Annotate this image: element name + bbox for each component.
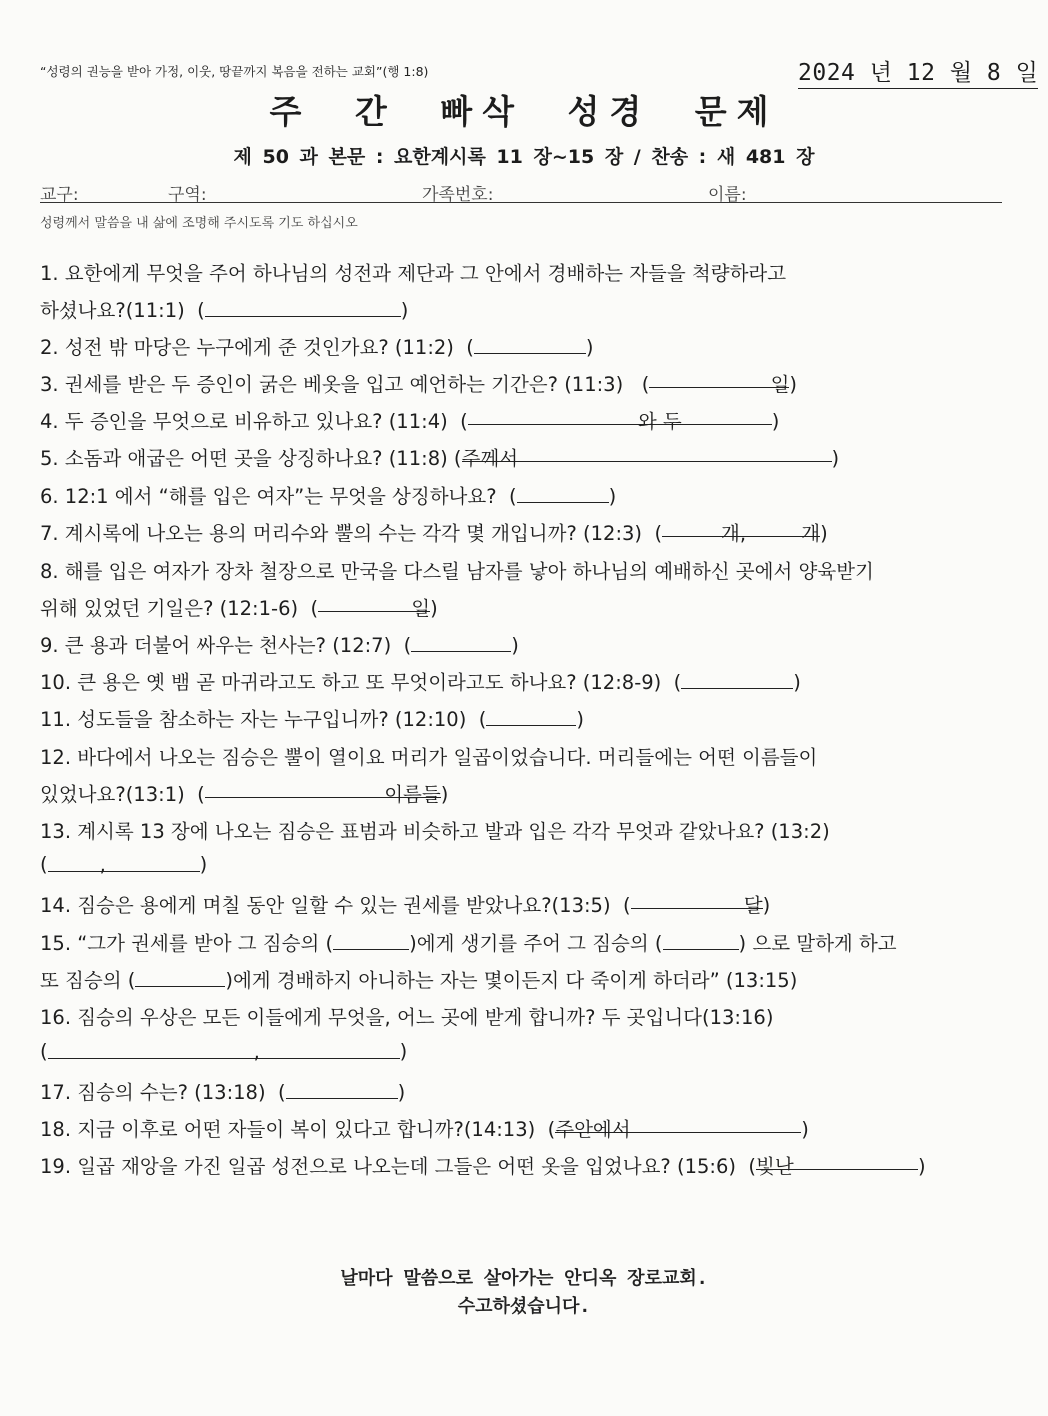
- question-18: 18. 지금 이후로 어떤 자들이 복이 있다고 합니까?(14:13) (주안에서 ): [40, 1114, 809, 1142]
- answer-blank-19[interactable]: [756, 1151, 918, 1178]
- answer-separator-13: ,: [99, 853, 106, 876]
- question-15-text-c: ) 으로 말하게 하고: [738, 932, 897, 955]
- answer-hint-4: 와 두: [637, 410, 682, 433]
- family-number-label: 가족번호:: [422, 185, 494, 205]
- question-17: 17. 짐승의 수는? (13:18) ( ): [40, 1081, 406, 1104]
- answer-blank-3[interactable]: [649, 369, 790, 396]
- answer-blank-4[interactable]: [468, 406, 772, 433]
- question-1-text: 하셨나요?(11:1): [40, 299, 185, 322]
- question-13-line1: 13. 계시록 13 장에 나오는 짐승은 표범과 비슷하고 발과 입은 각각 무엇과 같았나요? (13:2): [40, 820, 830, 843]
- question-10-text: 10. 큰 용은 옛 뱀 곧 마귀라고도 하고 또 무엇이라고도 하나요? (12:8-9): [40, 671, 662, 694]
- question-9: 9. 큰 용과 더불어 싸우는 천사는? (12:7) ( ): [40, 634, 519, 657]
- answer-blank-7a[interactable]: [662, 518, 747, 545]
- answer-separator-16: ,: [253, 1040, 260, 1063]
- question-16-line1: 16. 짐승의 우상은 모든 이들에게 무엇을, 어느 곳에 받게 합니까? 두 곳입니다(13:16): [40, 1006, 774, 1029]
- question-3: 3. 권세를 받은 두 증인이 굵은 베옷을 입고 예언하는 기간은? (11:3) ( 일): [40, 369, 797, 397]
- answer-blank-5[interactable]: [461, 443, 832, 470]
- question-10: 10. 큰 용은 옛 뱀 곧 마귀라고도 하고 또 무엇이라고도 하나요? (12:8-9) ( ): [40, 671, 801, 694]
- question-15-text-e: )에게 경배하지 아니하는 자는 몇이든지 다 죽이게 하더라” (13:15): [225, 969, 798, 992]
- zone-label: 구역:: [168, 185, 207, 205]
- worksheet-date: 2024 년 12 월 8 일: [798, 54, 1038, 89]
- question-7-text: 7. 계시록에 나오는 용의 머리수와 뿔의 수는 각각 몇 개입니까? (12:3): [40, 522, 643, 545]
- question-5-text: 5. 소돔과 애굽은 어떤 곳을 상징하나요? (11:8): [40, 447, 448, 470]
- question-15-text-a: 15. “그가 권세를 받아 그 짐승의 (: [40, 932, 334, 955]
- question-11: 11. 성도들을 참소하는 자는 누구입니까? (12:10) ( ): [40, 708, 584, 731]
- answer-blank-8[interactable]: [318, 593, 431, 620]
- question-8-text: 위해 있었던 기일은? (12:1-6): [40, 597, 299, 620]
- question-6: 6. 12:1 에서 “해를 입은 여자”는 무엇을 상징하나요? ( ): [40, 485, 617, 508]
- question-15-text-d: 또 짐승의 (: [40, 969, 136, 992]
- question-19: 19. 일곱 재앙을 가진 일곱 성전으로 나오는데 그들은 어떤 옷을 입었나요? (15:6) (빛난 ): [40, 1151, 926, 1179]
- question-4: 4. 두 증인을 무엇으로 비유하고 있나요? (11:4) ( 와 두 ): [40, 406, 779, 434]
- answer-blank-6[interactable]: [517, 484, 609, 503]
- answer-hint-7a: 개,: [721, 522, 747, 545]
- answer-blank-9[interactable]: [411, 633, 511, 652]
- question-3-text: 3. 권세를 받은 두 증인이 굵은 베옷을 입고 예언하는 기간은? (11:3): [40, 373, 624, 396]
- church-motto: “성령의 권능을 받아 가정, 이웃, 땅끝까지 복음을 전하는 교회”(행 1:8): [40, 64, 429, 79]
- answer-hint-7b: 개: [801, 522, 821, 545]
- question-15-text-b: )에게 생기를 주어 그 짐승의 (: [409, 932, 663, 955]
- footer-thanks: 수고하셨습니다.: [457, 1296, 591, 1317]
- question-14-text: 14. 짐승은 용에게 며칠 동안 일할 수 있는 권세를 받았나요?(13:5): [40, 894, 611, 917]
- question-19-text: 19. 일곱 재앙을 가진 일곱 성전으로 나오는데 그들은 어떤 옷을 입었나요? (15:6): [40, 1155, 736, 1178]
- question-12-text: 있었나요?(13:1): [40, 783, 185, 806]
- question-8-line1: 8. 해를 입은 여자가 장차 철장으로 만국을 다스릴 남자를 낳아 하나님의 예배하신 곳에서 양육받기: [40, 560, 874, 583]
- answer-blank-13[interactable]: [48, 853, 200, 876]
- question-1-line1: 1. 요한에게 무엇을 주어 하나님의 성전과 제단과 그 안에서 경배하는 자들을 척량하라고: [40, 262, 787, 285]
- question-4-text: 4. 두 증인을 무엇으로 비유하고 있나요? (11:4): [40, 410, 448, 433]
- answer-blank-15c[interactable]: [135, 968, 225, 987]
- question-8-line2: 위해 있었던 기일은? (12:1-6) ( 일): [40, 593, 438, 621]
- question-2: 2. 성전 밖 마당은 누구에게 준 것인가요? (11:2) ( ): [40, 336, 594, 359]
- question-11-text: 11. 성도들을 참소하는 자는 누구입니까? (12:10): [40, 708, 467, 731]
- question-1-line2: 하셨나요?(11:1) ( ): [40, 299, 409, 322]
- question-2-text: 2. 성전 밖 마당은 누구에게 준 것인가요? (11:2): [40, 336, 454, 359]
- answer-hint-8: 일: [411, 597, 431, 620]
- question-5: 5. 소돔과 애굽은 어떤 곳을 상징하나요? (11:8) (주께서 ): [40, 443, 839, 471]
- answer-blank-1[interactable]: [205, 298, 401, 317]
- answer-blank-11[interactable]: [486, 707, 576, 726]
- student-info-line: [40, 178, 1002, 203]
- page-title: 주 간 빠삭 성경 문제: [269, 92, 779, 131]
- question-12-line1: 12. 바다에서 나오는 짐승은 뿔이 열이요 머리가 일곱이었습니다. 머리들에는 어떤 이름들이: [40, 746, 818, 769]
- question-6-text: 6. 12:1 에서 “해를 입은 여자”는 무엇을 상징하나요?: [40, 485, 497, 508]
- answer-blank-10[interactable]: [681, 670, 793, 689]
- district-label: 교구:: [40, 185, 79, 205]
- footer-church-line: 날마다 말씀으로 살아가는 안디옥 장로교회.: [340, 1268, 708, 1289]
- answer-hint-14: 달: [743, 894, 763, 917]
- answer-blank-15a[interactable]: [333, 931, 409, 950]
- question-7: 7. 계시록에 나오는 용의 머리수와 뿔의 수는 각각 몇 개입니까? (12:3) ( 개, 개): [40, 518, 828, 546]
- answer-blank-17[interactable]: [286, 1080, 398, 1099]
- answer-blank-15b[interactable]: [663, 931, 739, 950]
- answer-blank-14[interactable]: [631, 890, 763, 917]
- question-12-line2: 있었나요?(13:1) ( 이름들): [40, 779, 448, 807]
- question-13-line2: ( , ): [40, 853, 208, 876]
- answer-blank-18[interactable]: [555, 1114, 801, 1141]
- question-14: 14. 짐승은 용에게 며칠 동안 일할 수 있는 권세를 받았나요?(13:5) ( 달): [40, 890, 770, 918]
- question-15-line2: [40, 965, 797, 993]
- answer-blank-7b[interactable]: [746, 518, 821, 545]
- prayer-note: 성령께서 말씀을 내 삶에 조명해 주시도록 기도 하십시오: [40, 216, 358, 231]
- answer-blank-16[interactable]: [48, 1040, 400, 1063]
- answer-hint-12: 이름들: [384, 783, 441, 806]
- answer-hint-3: 일: [770, 373, 790, 396]
- question-15-line1: [40, 928, 897, 956]
- answer-blank-2[interactable]: [474, 335, 586, 354]
- question-16-line2: ( , ): [40, 1040, 408, 1063]
- question-18-text: 18. 지금 이후로 어떤 자들이 복이 있다고 합니까?(14:13): [40, 1118, 536, 1141]
- answer-hint-5: 주께서: [461, 447, 519, 470]
- name-label: 이름:: [708, 185, 747, 205]
- question-9-text: 9. 큰 용과 더불어 싸우는 천사는? (12:7): [40, 634, 392, 657]
- answer-hint-19: 빛난: [756, 1155, 794, 1178]
- answer-hint-18: 주안에서: [555, 1118, 631, 1141]
- question-17-text: 17. 짐승의 수는? (13:18): [40, 1081, 266, 1104]
- lesson-info: 제 50 과 본문 : 요한계시록 11 장~15 장 / 찬송 : 새 481 장: [233, 146, 815, 168]
